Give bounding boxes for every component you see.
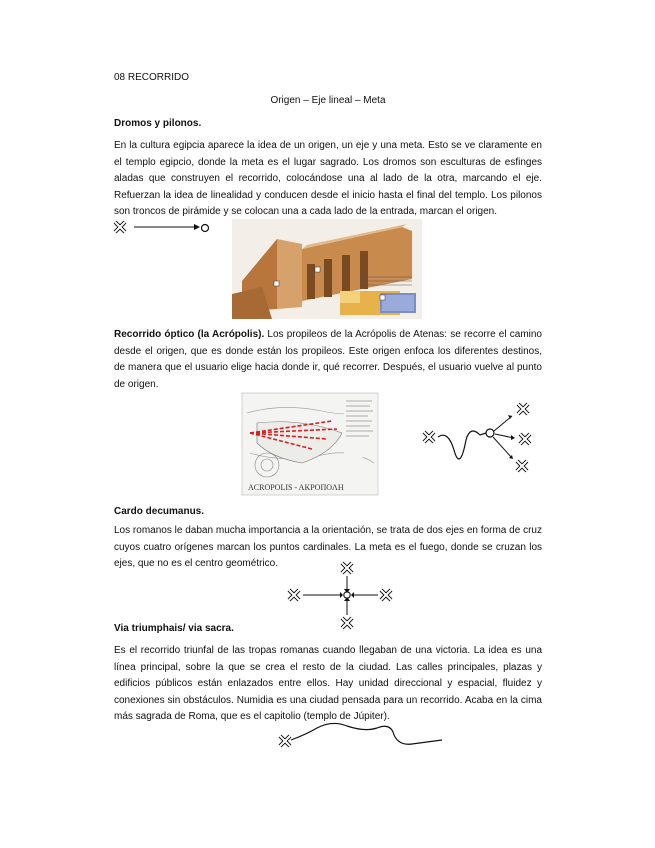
acropolis-map	[242, 393, 378, 495]
origin-cross-icon	[424, 432, 434, 442]
page-heading: 08 RECORRIDO	[114, 72, 190, 83]
origin-cross-icon	[280, 736, 290, 746]
section-body-dromos: En la cultura egipcia aparece la idea de un origen, un eje y una meta. Esto se ve claramente en el templo egipcio, donde la meta es el lugar sagrado. Los dromos son esculturas de esfinges aladas que construyen el recorrido, colocándose una al lado de la otra, marcando el eje. Refuerzan la idea de linealidad y conducen desde el inicio hasta el final del templo. Los pilonos son troncos de pirámide y se colocan una a cada lado de la entrada, marcan el origen.	[114, 140, 542, 217]
section-body-cardo: Los romanos le daban mucha importancia a la orientación, se trata de dos ejes en forma de cruz cuyos cuatro orígenes marcan los puntos cardinales. La meta es el fuego, donde se cruzan los ejes, que no es el centro geométrico.	[114, 525, 542, 569]
section-title-acropolis: Recorrido óptico (la Acrópolis).	[114, 329, 265, 340]
cardo-decumanus-diagram	[285, 560, 405, 635]
node-circle-icon	[486, 429, 494, 437]
winding-path	[438, 431, 486, 459]
section-body-acropolis: Los propileos de la Acrópolis de Atenas: se recorre el camino desde el origen, que es donde están los propileos. Este origen enfoca los diferentes destinos, de manera que el usuario elige hacia donde ir, qué recorrer. Después, el usuario vuelve al punto de origen.	[114, 329, 542, 390]
origin-cross-icon	[115, 222, 125, 232]
egyptian-temple-illustration	[232, 219, 422, 319]
section-body-via: Es el recorrido triunfal de las tropas romanas cuando llegaban de una victoria. La idea es una línea principal, sobre la que se crea el resto de la ciudad. Las calles principales, plazas y edificios públicos están enlazados entre ellos. Hay unidad direccional y espacial, fluidez y conexiones sin obstáculos. Numidia es una ciudad pensada para un recorrido. Acaba en la cima más sagrada de Roma, que es el capitolio (templo de Júpiter).	[114, 645, 542, 722]
origin-axis-goal-diagram	[112, 218, 222, 238]
destination-cross-icon	[517, 404, 530, 471]
section-title-dromos: Dromos y pilonos.	[114, 118, 202, 129]
optical-route-diagram	[420, 400, 538, 475]
goal-circle-icon	[202, 225, 209, 232]
section-title-cardo: Cardo decumanus.	[114, 506, 205, 517]
triumphal-route-line	[291, 723, 442, 744]
acropolis-caption: ACROPOLIS - AKPOΠOΛH	[248, 483, 344, 492]
via-triumphalis-diagram	[277, 718, 447, 754]
section-acropolis	[114, 327, 542, 393]
section-title-via: Via triumphais/ via sacra.	[114, 623, 234, 634]
page-subtitle: Origen – Eje lineal – Meta	[270, 95, 386, 106]
